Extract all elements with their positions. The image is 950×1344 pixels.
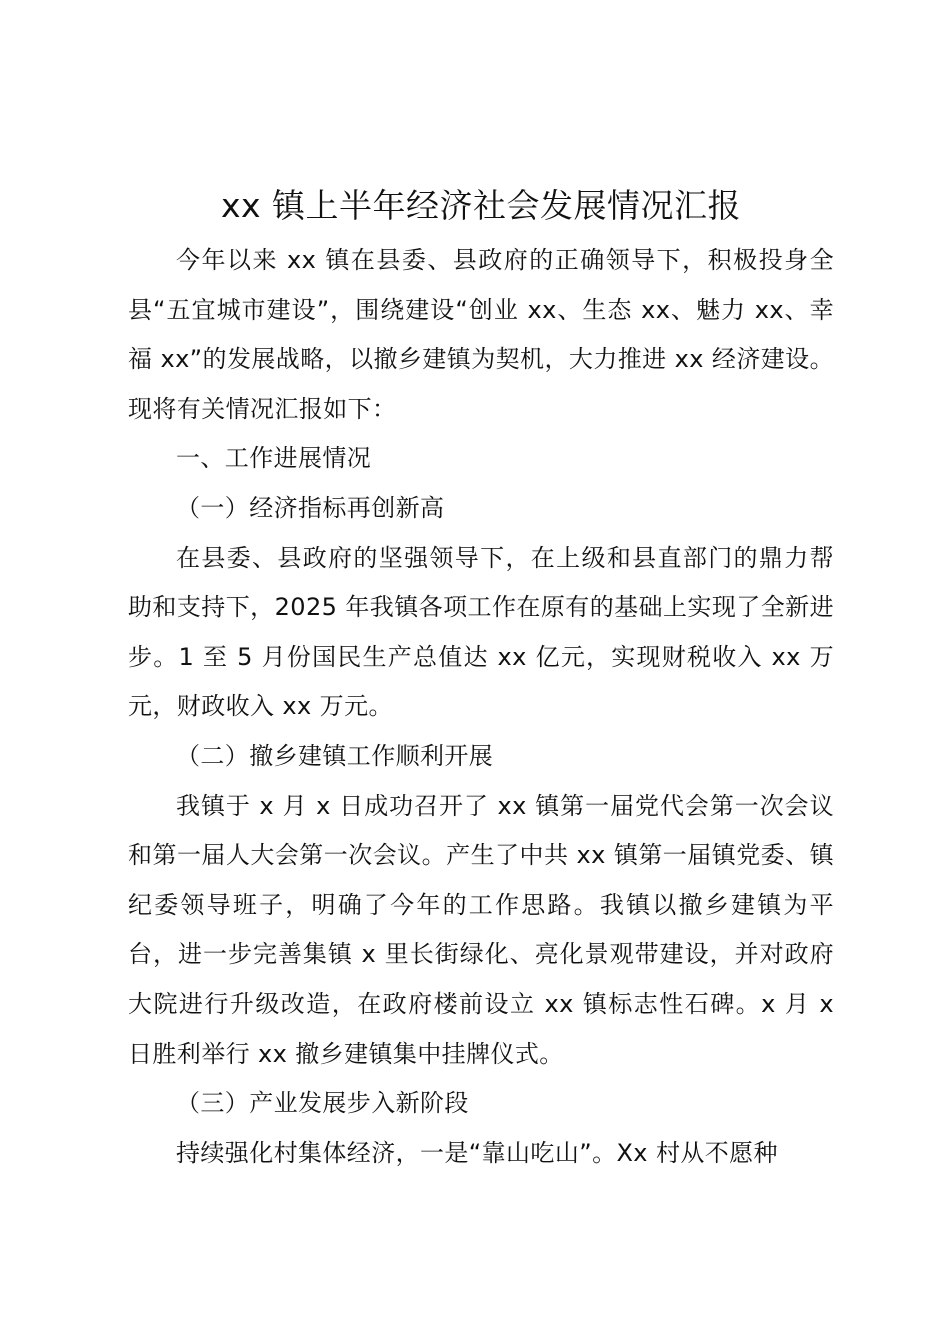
subsection-body-1: 在县委、县政府的坚强领导下，在上级和县直部门的鼎力帮助和支持下，2025 年我镇各项工作在原有的基础上实现了全新进步。1 至 5 月份国民生产总值达 xx 亿元，实现财税收入 xx 万元，财政收入 xx 万元。 [128,543,834,721]
subsection-body-3: 持续强化村集体经济，一是“靠山吃山”。Xx 村从不愿种 [176,1138,778,1167]
subsection-heading-2: （二）撤乡建镇工作顺利开展 [176,741,494,770]
subsection-heading-1: （一）经济指标再创新高 [176,493,445,522]
document-body [128,182,834,1178]
document-title: xx 镇上半年经济社会发展情况汇报 [220,186,742,225]
subsection-body-2: 我镇于 x 月 x 日成功召开了 xx 镇第一届党代会第一次会议和第一届人大会第一次会议。产生了中共 xx 镇第一届镇党委、镇纪委领导班子，明确了今年的工作思路。我镇以撤乡建镇为平台，进一步完善集镇 x 里长街绿化、亮化景观带建设，并对政府大院进行升级改造，在政府楼前设立 xx 镇标志性石碑。x 月 x 日胜利举行 xx 撤乡建镇集中挂牌仪式。 [128,791,834,1068]
section-heading-1: 一、工作进展情况 [176,444,372,473]
subsection-heading-3: （三）产业发展步入新阶段 [176,1089,469,1118]
intro-paragraph: 今年以来 xx 镇在县委、县政府的正确领导下，积极投身全县“五宜城市建设”，围绕建设“创业 xx、生态 xx、魅力 xx、幸福 xx”的发展战略，以撤乡建镇为契机，大力推进 xx 经济建设。现将有关情况汇报如下： [128,246,834,423]
